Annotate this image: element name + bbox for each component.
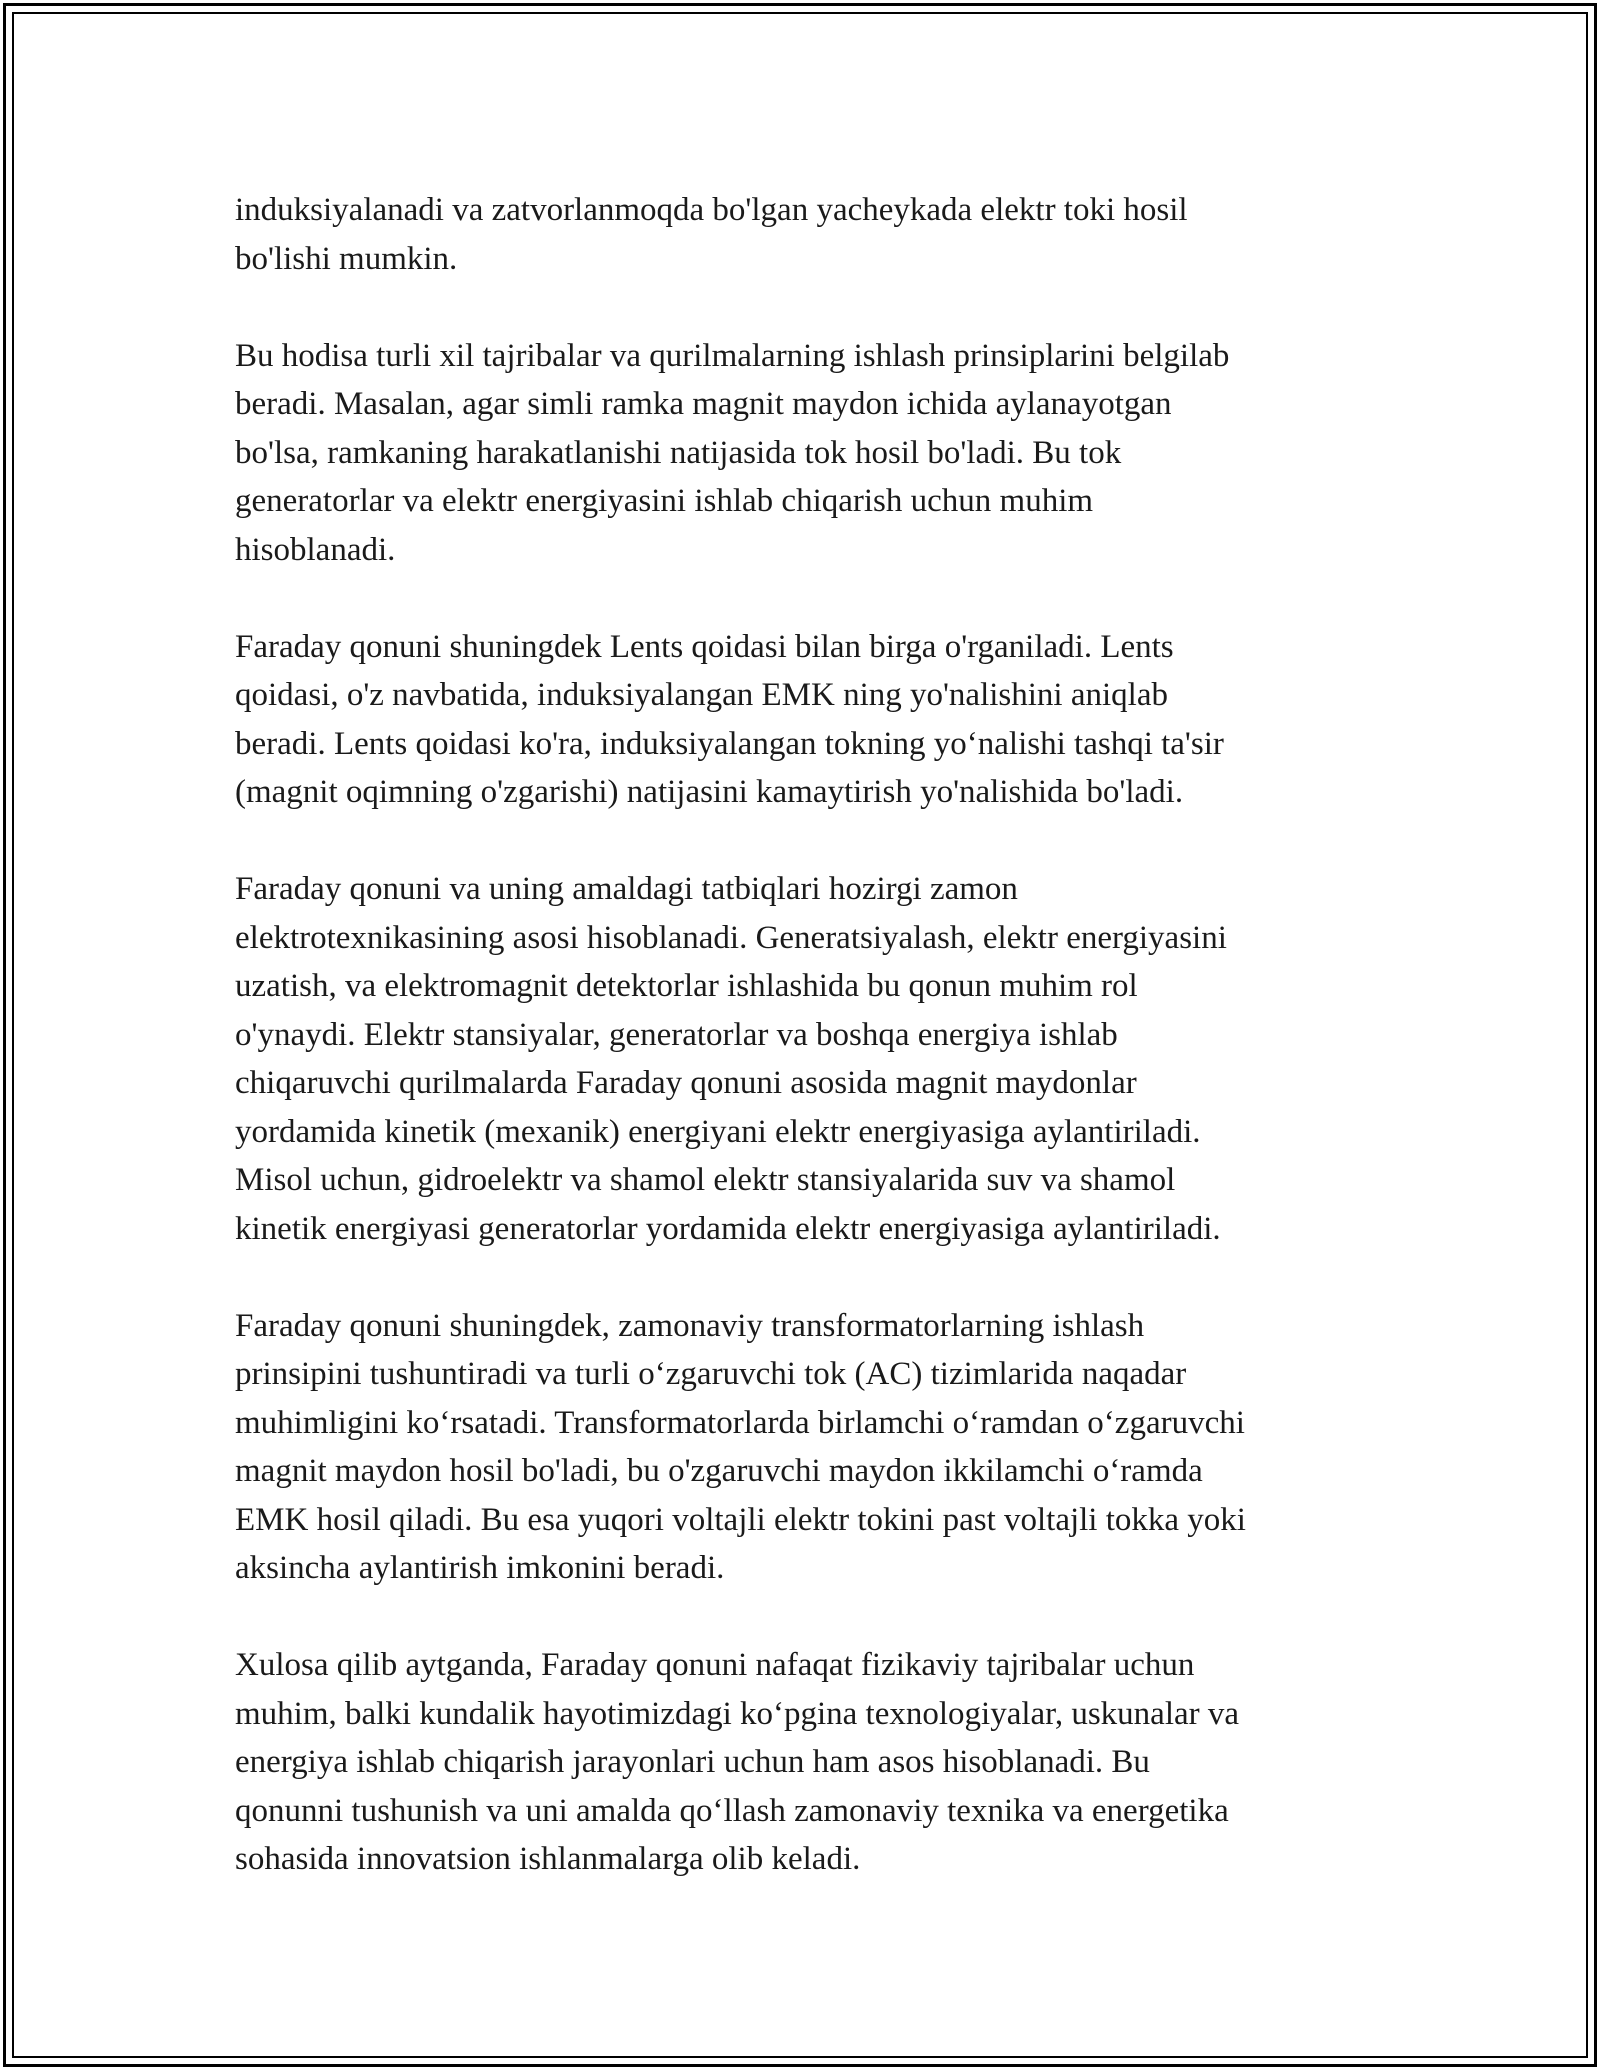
- paragraph-6: Xulosa qilib aytganda, Faraday qonuni nafaqat fizikaviy tajribalar uchun muhim, balki kundalik hayotimizdagi ko‘pgina texnologiyalar, uskunalar va energiya ishlab chiqarish jarayonlari uchun ham asos hisoblanadi. Bu qonunni tushunish va uni amalda qo‘llash zamonaviy texnika va energetika sohasida innovatsion ishlanmalarga olib keladi.: [235, 1647, 1240, 1877]
- paragraph-2: Bu hodisa turli xil tajribalar va qurilmalarning ishlash prinsiplarini belgilab beradi. Masalan, agar simli ramka magnit maydon ichida aylanayotgan bo'lsa, ramkaning harakatlanishi natijasida tok hosil bo'ladi. Bu tok generatorlar va elektr energiyasini ishlab chiqarish uchun muhim hisoblanadi.: [235, 337, 1230, 568]
- document-body: [235, 186, 1375, 1932]
- paragraph-5: Faraday qonuni shuningdek, zamonaviy transformatorlarning ishlash prinsipini tushuntiradi va turli o‘zgaruvchi tok (AC) tizimlarida naqadar muhimligini ko‘rsatadi. Transformatorlarda birlamchi o‘ramdan o‘zgaruvchi magnit maydon hosil bo'ladi, bu o'zgaruvchi maydon ikkilamchi o‘ramda EMK hosil qiladi. Bu esa yuqori voltajli elektr tokini past voltajli tokka yoki aksincha aylantirish imkonini beradi.: [235, 1307, 1246, 1586]
- paragraph-1: induksiyalanadi va zatvorlanmoqda bo'lgan yacheykada elektr toki hosil bo'lishi mumkin.: [235, 192, 1188, 277]
- paragraph-3: Faraday qonuni shuningdek Lents qoidasi bilan birga o'rganiladi. Lents qoidasi, o'z navbatida, induksiyalangan EMK ning yo'nalishini aniqlab beradi. Lents qoidasi ko'ra, induksiyalangan tokning yo‘nalishi tashqi ta'sir (magnit oqimning o'zgarishi) natijasini kamaytirish yo'nalishida bo'ladi.: [235, 628, 1224, 810]
- paragraph-4: Faraday qonuni va uning amaldagi tatbiqlari hozirgi zamon elektrotexnikasining asosi hisoblanadi. Generatsiyalash, elektr energiyasini uzatish, va elektromagnit detektorlar ishlashida bu qonun muhim rol o'ynaydi. Elektr stansiyalar, generatorlar va boshqa energiya ishlab chiqaruvchi qurilmalarda Faraday qonuni asosida magnit maydonlar yordamida kinetik (mexanik) energiyani elektr energiyasiga aylantiriladi. Misol uchun, gidroelektr va shamol elektr stansiyalarida suv va shamol kinetik energiyasi generatorlar yordamida elektr energiyasiga aylantiriladi.: [235, 871, 1227, 1247]
